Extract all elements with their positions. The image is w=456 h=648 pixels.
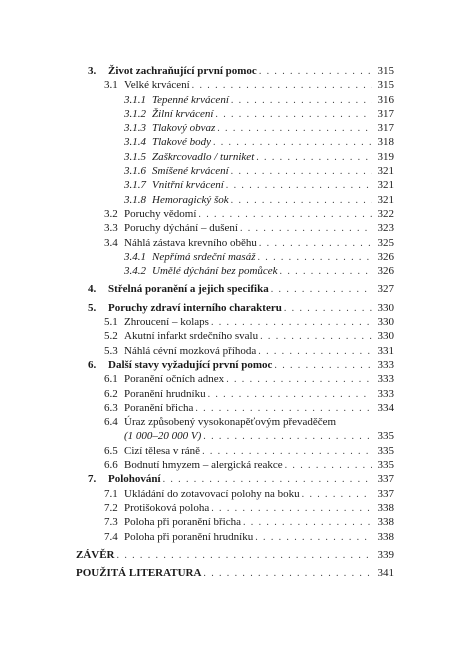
- toc-title: (1 000–20 000 V): [124, 430, 202, 443]
- toc-entry: [0, 344, 456, 358]
- leader-dots: [217, 122, 372, 136]
- toc-page: 338: [377, 501, 394, 514]
- toc-title: Protišoková poloha: [124, 501, 210, 514]
- leader-dots: [259, 65, 372, 79]
- leader-dots: [195, 402, 372, 416]
- leader-dots: [274, 359, 372, 373]
- toc-number: 3.4.2: [124, 265, 146, 278]
- leader-dots: [260, 330, 372, 344]
- toc-page: 321: [377, 179, 394, 192]
- toc-entry: [0, 387, 456, 401]
- toc-entry: [0, 121, 456, 135]
- toc-entry: [0, 329, 456, 343]
- toc-title: Náhlá cévní mozková příhoda: [124, 344, 257, 357]
- toc-page: 325: [377, 236, 394, 249]
- leader-dots: [285, 459, 372, 473]
- toc-number: 5.3: [104, 344, 118, 357]
- toc-page: 323: [377, 222, 394, 235]
- toc-page: 333: [377, 373, 394, 386]
- toc-page: 341: [377, 567, 394, 580]
- toc-number: 6.6: [104, 459, 118, 472]
- toc-page: 319: [377, 150, 394, 163]
- leader-dots: [203, 430, 372, 444]
- toc-page: 330: [377, 316, 394, 329]
- toc-entry: [0, 150, 456, 164]
- toc-title: Umělé dýchání bez pomůcek: [152, 265, 278, 278]
- toc-number: 6.4: [104, 416, 118, 429]
- toc-title: Bodnutí hmyzem – alergická reakce: [124, 459, 283, 472]
- toc-page: 338: [377, 516, 394, 529]
- toc-number: 7.: [88, 473, 97, 486]
- toc-entry: [0, 78, 456, 92]
- leader-dots: [198, 208, 372, 222]
- toc-title: Život zachraňující první pomoc: [108, 65, 257, 77]
- toc-page: 337: [377, 473, 394, 486]
- toc-title: Akutní infarkt srdečního svalu: [124, 330, 259, 343]
- toc-title: POUŽITÁ LITERATURA: [76, 567, 202, 580]
- toc-page: 321: [377, 193, 394, 206]
- toc-title: Hemoragický šok: [152, 193, 229, 206]
- leader-dots: [258, 345, 372, 359]
- toc-number: 3.1: [104, 79, 118, 92]
- leader-dots: [226, 373, 372, 387]
- toc-page: 334: [377, 401, 394, 414]
- leader-dots: [211, 316, 372, 330]
- toc-title: Střelná poranění a jejich specifika: [108, 283, 269, 296]
- leader-dots: [271, 283, 372, 297]
- leader-dots: [240, 222, 372, 236]
- toc-title: Tepenné krvácení: [152, 93, 229, 106]
- toc-number: 6.5: [104, 444, 118, 457]
- toc-title: ZÁVĚR: [76, 548, 115, 561]
- toc-title: Velké krvácení: [124, 79, 190, 92]
- toc-title: Vnitřní krvácení: [152, 179, 224, 192]
- toc-number: 3.3: [104, 222, 118, 235]
- toc-title: Další stavy vyžadující první pomoc: [108, 358, 273, 371]
- toc-title: Poranění hrudníku: [124, 387, 206, 400]
- toc-title: Poranění očních adnex: [124, 373, 225, 386]
- toc-entry: [0, 566, 456, 580]
- leader-dots: [284, 302, 372, 316]
- toc-title: Poruchy dýchání – dušení: [124, 222, 238, 235]
- toc-entry: [0, 415, 456, 429]
- toc-page: 339: [377, 548, 394, 561]
- toc-number: 6.3: [104, 401, 118, 414]
- toc-number: 3.1.1: [124, 93, 146, 106]
- toc-entry: [0, 301, 456, 315]
- toc-entry: [0, 458, 456, 472]
- toc-page: 321: [377, 165, 394, 178]
- toc-number: 3.1.8: [124, 193, 146, 206]
- toc-title: Žilní krvácení: [152, 107, 214, 120]
- leader-dots: [117, 549, 372, 563]
- toc-entry: [0, 64, 456, 78]
- toc-title: Poloha při poranění hrudníku: [124, 530, 254, 543]
- leader-dots: [257, 251, 372, 265]
- toc-entry: [0, 164, 456, 178]
- toc-page: 327: [377, 283, 394, 296]
- toc-page: 338: [377, 530, 394, 543]
- toc-entry: [0, 358, 456, 372]
- toc-number: 7.2: [104, 501, 118, 514]
- leader-dots: [255, 531, 372, 545]
- toc-number: 7.1: [104, 487, 118, 500]
- toc-entry: [0, 472, 456, 486]
- leader-dots: [231, 94, 372, 108]
- leader-dots: [256, 151, 372, 165]
- toc-title: Poruchy vědomí: [124, 207, 197, 220]
- toc-entry: [0, 372, 456, 386]
- toc-number: 4.: [88, 283, 97, 296]
- toc-entry: [0, 501, 456, 515]
- leader-dots: [302, 488, 372, 502]
- toc-number: 3.1.4: [124, 136, 146, 149]
- toc-page: 322: [377, 207, 394, 220]
- toc-entry: [0, 193, 456, 207]
- leader-dots: [211, 502, 372, 516]
- toc-entry: [0, 178, 456, 192]
- table-of-contents: [0, 64, 456, 580]
- toc-entry: [0, 282, 456, 296]
- toc-number: 3.: [88, 65, 97, 77]
- toc-number: 5.1: [104, 316, 118, 329]
- toc-number: 3.4: [104, 236, 118, 249]
- toc-page: 335: [377, 430, 394, 443]
- toc-page: 315: [377, 65, 394, 77]
- leader-dots: [163, 473, 372, 487]
- toc-entry: [0, 401, 456, 415]
- toc-number: 6.: [88, 358, 97, 371]
- toc-entry: [0, 548, 456, 562]
- toc-title: Poloha při poranění břicha: [124, 516, 241, 529]
- toc-number: 3.1.2: [124, 107, 146, 120]
- toc-number: 3.2: [104, 207, 118, 220]
- toc-entry: [0, 221, 456, 235]
- toc-page: 331: [377, 344, 394, 357]
- toc-title: Nepřímá srdeční masáž: [152, 250, 256, 263]
- leader-dots: [226, 179, 372, 193]
- toc-title: Ukládání do zotavovací polohy na boku: [124, 487, 300, 500]
- leader-dots: [208, 388, 372, 402]
- leader-dots: [215, 108, 372, 122]
- leader-dots: [231, 165, 372, 179]
- toc-number: 3.1.6: [124, 165, 146, 178]
- toc-number: 6.2: [104, 387, 118, 400]
- toc-entry: [0, 207, 456, 221]
- toc-title: Zaškrcovadlo / turniket: [152, 150, 255, 163]
- toc-number: 6.1: [104, 373, 118, 386]
- toc-entry: [0, 487, 456, 501]
- leader-dots: [203, 567, 372, 581]
- toc-title: Cizí tělesa v ráně: [124, 444, 201, 457]
- toc-entry: [0, 264, 456, 278]
- toc-number: 7.4: [104, 530, 118, 543]
- toc-entry: [0, 250, 456, 264]
- toc-title: Zhroucení – kolaps: [124, 316, 209, 329]
- toc-entry: [0, 315, 456, 329]
- toc-number: 5.2: [104, 330, 118, 343]
- toc-number: 3.1.7: [124, 179, 146, 192]
- toc-entry: [0, 530, 456, 544]
- leader-dots: [280, 265, 372, 279]
- toc-page: 316: [377, 93, 394, 106]
- leader-dots: [202, 445, 372, 459]
- toc-page: 318: [377, 136, 394, 149]
- toc-number: 5.: [88, 301, 97, 314]
- toc-number: 3.4.1: [124, 250, 146, 263]
- toc-title: Tlakový obvaz: [152, 122, 216, 135]
- toc-page: 333: [377, 358, 394, 371]
- toc-number: 3.1.5: [124, 150, 146, 163]
- toc-page: 326: [377, 250, 394, 263]
- toc-title: Náhlá zástava krevního oběhu: [124, 236, 257, 249]
- leader-dots: [259, 237, 372, 251]
- toc-page: 335: [377, 459, 394, 472]
- toc-title: Úraz způsobený vysokonapěťovým převaděčem: [124, 416, 337, 429]
- toc-page: 330: [377, 301, 394, 314]
- toc-entry: [0, 135, 456, 149]
- toc-title: Poranění břicha: [124, 401, 194, 414]
- toc-page: 335: [377, 444, 394, 457]
- toc-page: 317: [377, 107, 394, 120]
- leader-dots: [192, 79, 372, 93]
- toc-entry: [0, 236, 456, 250]
- toc-page: 315: [377, 79, 394, 92]
- toc-title: Poruchy zdraví interního charakteru: [108, 301, 282, 314]
- toc-number: 3.1.3: [124, 122, 146, 135]
- toc-page: 326: [377, 265, 394, 278]
- toc-entry: [0, 93, 456, 107]
- toc-page: 317: [377, 122, 394, 135]
- leader-dots: [231, 194, 372, 208]
- toc-number: 7.3: [104, 516, 118, 529]
- toc-entry-continuation: [0, 429, 456, 443]
- leader-dots: [243, 516, 372, 530]
- toc-entry: [0, 515, 456, 529]
- toc-entry: [0, 107, 456, 121]
- toc-entry: [0, 444, 456, 458]
- toc-title: Polohování: [108, 473, 161, 486]
- toc-page: 330: [377, 330, 394, 343]
- toc-title: Tlakové body: [152, 136, 211, 149]
- toc-page: 333: [377, 387, 394, 400]
- toc-title: Smíšené krvácení: [152, 165, 229, 178]
- toc-page: 337: [377, 487, 394, 500]
- leader-dots: [213, 136, 372, 150]
